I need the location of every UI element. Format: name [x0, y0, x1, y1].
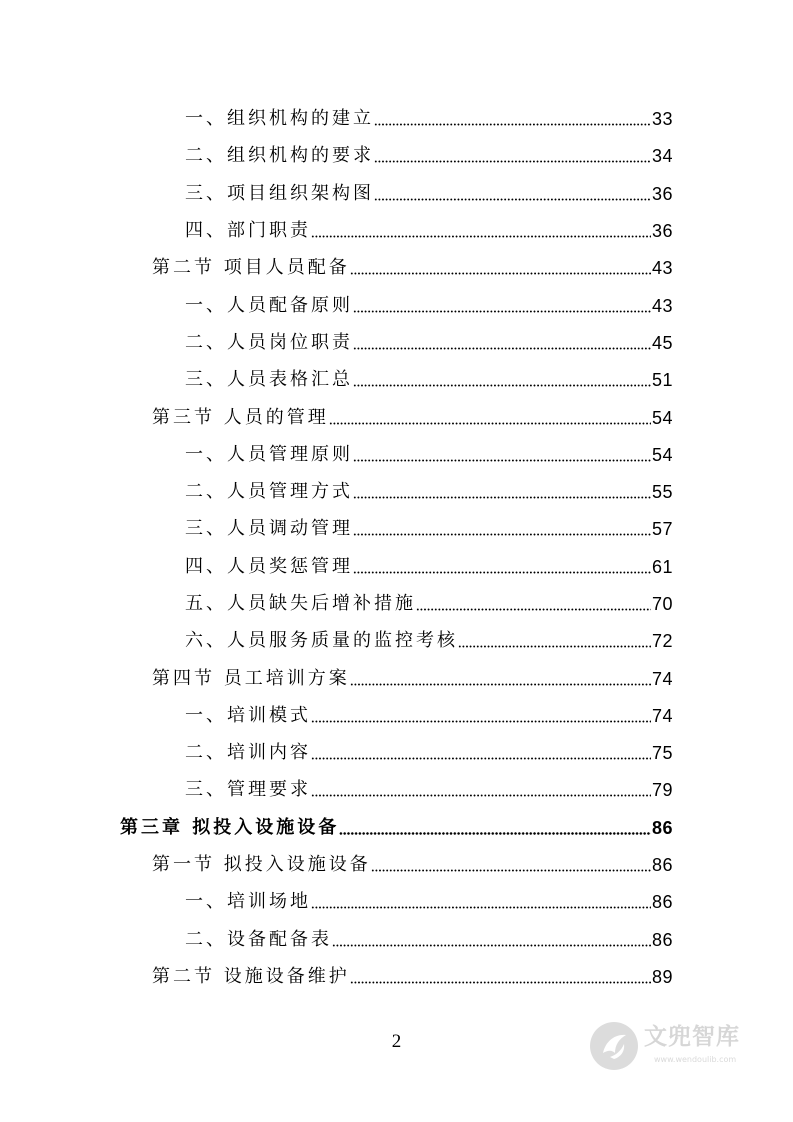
toc-entry-title: 第三节 人员的管理: [152, 406, 329, 428]
watermark-brand: 文兜智库: [644, 1024, 740, 1050]
toc-row: [0, 287, 673, 324]
dot-leader: [374, 198, 651, 201]
dot-leader: [353, 384, 651, 387]
toc-entry-title: 二、培训内容: [185, 742, 311, 764]
dot-leader: [353, 496, 651, 499]
toc-entry-title: 六、人员服务质量的监控考核: [185, 630, 458, 652]
toc-page-number: 74: [651, 668, 673, 689]
dot-leader: [350, 683, 651, 686]
toc-entry-title: 三、人员调动管理: [185, 518, 353, 540]
toc-entry-title: 一、人员配备原则: [185, 294, 353, 316]
toc-page-number: 43: [651, 258, 673, 279]
dot-leader: [371, 869, 651, 872]
toc-entry-title: 四、部门职责: [185, 220, 311, 242]
toc-row: [0, 660, 673, 697]
toc-row: [0, 175, 673, 212]
toc-row: [0, 585, 673, 622]
dot-leader: [311, 235, 651, 238]
dot-leader: [311, 794, 651, 797]
dot-leader: [350, 272, 651, 275]
wendou-logo-icon: [588, 1020, 640, 1072]
toc-page-number: 79: [651, 780, 673, 801]
toc-row: [0, 511, 673, 548]
dot-leader: [311, 720, 651, 723]
dot-leader: [353, 533, 651, 536]
dot-leader: [374, 123, 651, 126]
toc-entry-title: 二、组织机构的要求: [185, 145, 374, 167]
toc-row: [0, 324, 673, 361]
toc-page-number: 36: [651, 183, 673, 204]
toc-entry-title: 四、人员奖惩管理: [185, 555, 353, 577]
toc-entry-title: 二、人员岗位职责: [185, 331, 353, 353]
toc-row: [0, 138, 673, 175]
toc-entry-title: 三、管理要求: [185, 779, 311, 801]
toc-row: [0, 772, 673, 809]
dot-leader: [458, 645, 651, 648]
toc-page-number: 70: [651, 594, 673, 614]
toc-row: [0, 436, 673, 473]
toc-entry-title: 一、人员管理原则: [185, 443, 353, 465]
toc-page-number: 54: [651, 444, 673, 465]
toc-row: [0, 623, 673, 660]
toc-row: [0, 846, 673, 883]
toc-page-number: 51: [651, 370, 673, 391]
toc-page-number: 57: [651, 519, 673, 540]
toc-row: [0, 101, 673, 138]
dot-leader: [353, 459, 651, 462]
toc-page-number: 72: [651, 631, 673, 652]
toc-page-number: 45: [651, 332, 673, 353]
dot-leader: [311, 757, 651, 760]
toc-entry-title: 第二节 项目人员配备: [152, 257, 350, 279]
toc-entry-title: 三、项目组织架构图: [185, 182, 374, 204]
table-of-contents: [0, 101, 673, 996]
toc-page-number: 75: [651, 743, 673, 764]
toc-entry-title: 第四节 员工培训方案: [152, 667, 350, 689]
toc-entry-title: 一、组织机构的建立: [185, 108, 374, 130]
dot-leader: [329, 422, 651, 425]
dot-leader: [353, 571, 651, 574]
toc-page-number: 54: [651, 407, 673, 428]
toc-page-number: 36: [651, 221, 673, 242]
toc-row-chapter: [0, 809, 673, 846]
toc-page-number: 33: [651, 109, 673, 130]
toc-row: [0, 958, 673, 995]
toc-page-number: 61: [651, 556, 673, 577]
toc-page-number: 74: [651, 705, 673, 726]
toc-row: [0, 548, 673, 585]
toc-row: [0, 399, 673, 436]
toc-page-number: 86: [651, 929, 673, 950]
toc-row: [0, 473, 673, 510]
toc-entry-title: 第三章 拟投入设施设备: [120, 816, 340, 838]
toc-page-number: 86: [651, 855, 673, 876]
dot-leader: [353, 347, 651, 350]
toc-page-number: 34: [651, 146, 673, 167]
toc-entry-title: 二、人员管理方式: [185, 481, 353, 503]
toc-entry-title: 第一节 拟投入设施设备: [152, 854, 371, 876]
toc-row: [0, 362, 673, 399]
dot-leader: [350, 981, 651, 984]
toc-row: [0, 697, 673, 734]
toc-page-number: 43: [651, 295, 673, 316]
dot-leader: [416, 608, 651, 611]
toc-row: [0, 250, 673, 287]
toc-entry-title: 二、设备配备表: [185, 928, 332, 950]
dot-leader: [353, 310, 651, 313]
toc-page-number: 89: [651, 966, 673, 987]
toc-entry-title: 五、人员缺失后增补措施: [185, 593, 416, 614]
page-number: 2: [391, 1031, 402, 1052]
dot-leader: [374, 160, 651, 163]
toc-entry-title: 第二节 设施设备维护: [152, 965, 350, 987]
toc-page-number: 86: [651, 817, 673, 838]
dot-leader: [311, 906, 651, 909]
toc-row: [0, 212, 673, 249]
toc-entry-title: 三、人员表格汇总: [185, 369, 353, 391]
dot-leader: [332, 944, 651, 947]
toc-entry-title: 一、培训场地: [185, 891, 311, 913]
watermark: [588, 1018, 773, 1074]
toc-row: [0, 921, 673, 958]
toc-page-number: 55: [651, 482, 673, 503]
dot-leader: [339, 832, 651, 835]
toc-page-number: 86: [651, 892, 673, 913]
toc-entry-title: 一、培训模式: [185, 704, 311, 726]
watermark-url: www.wendoulib.com: [654, 1055, 737, 1064]
toc-row: [0, 884, 673, 921]
toc-row: [0, 735, 673, 772]
